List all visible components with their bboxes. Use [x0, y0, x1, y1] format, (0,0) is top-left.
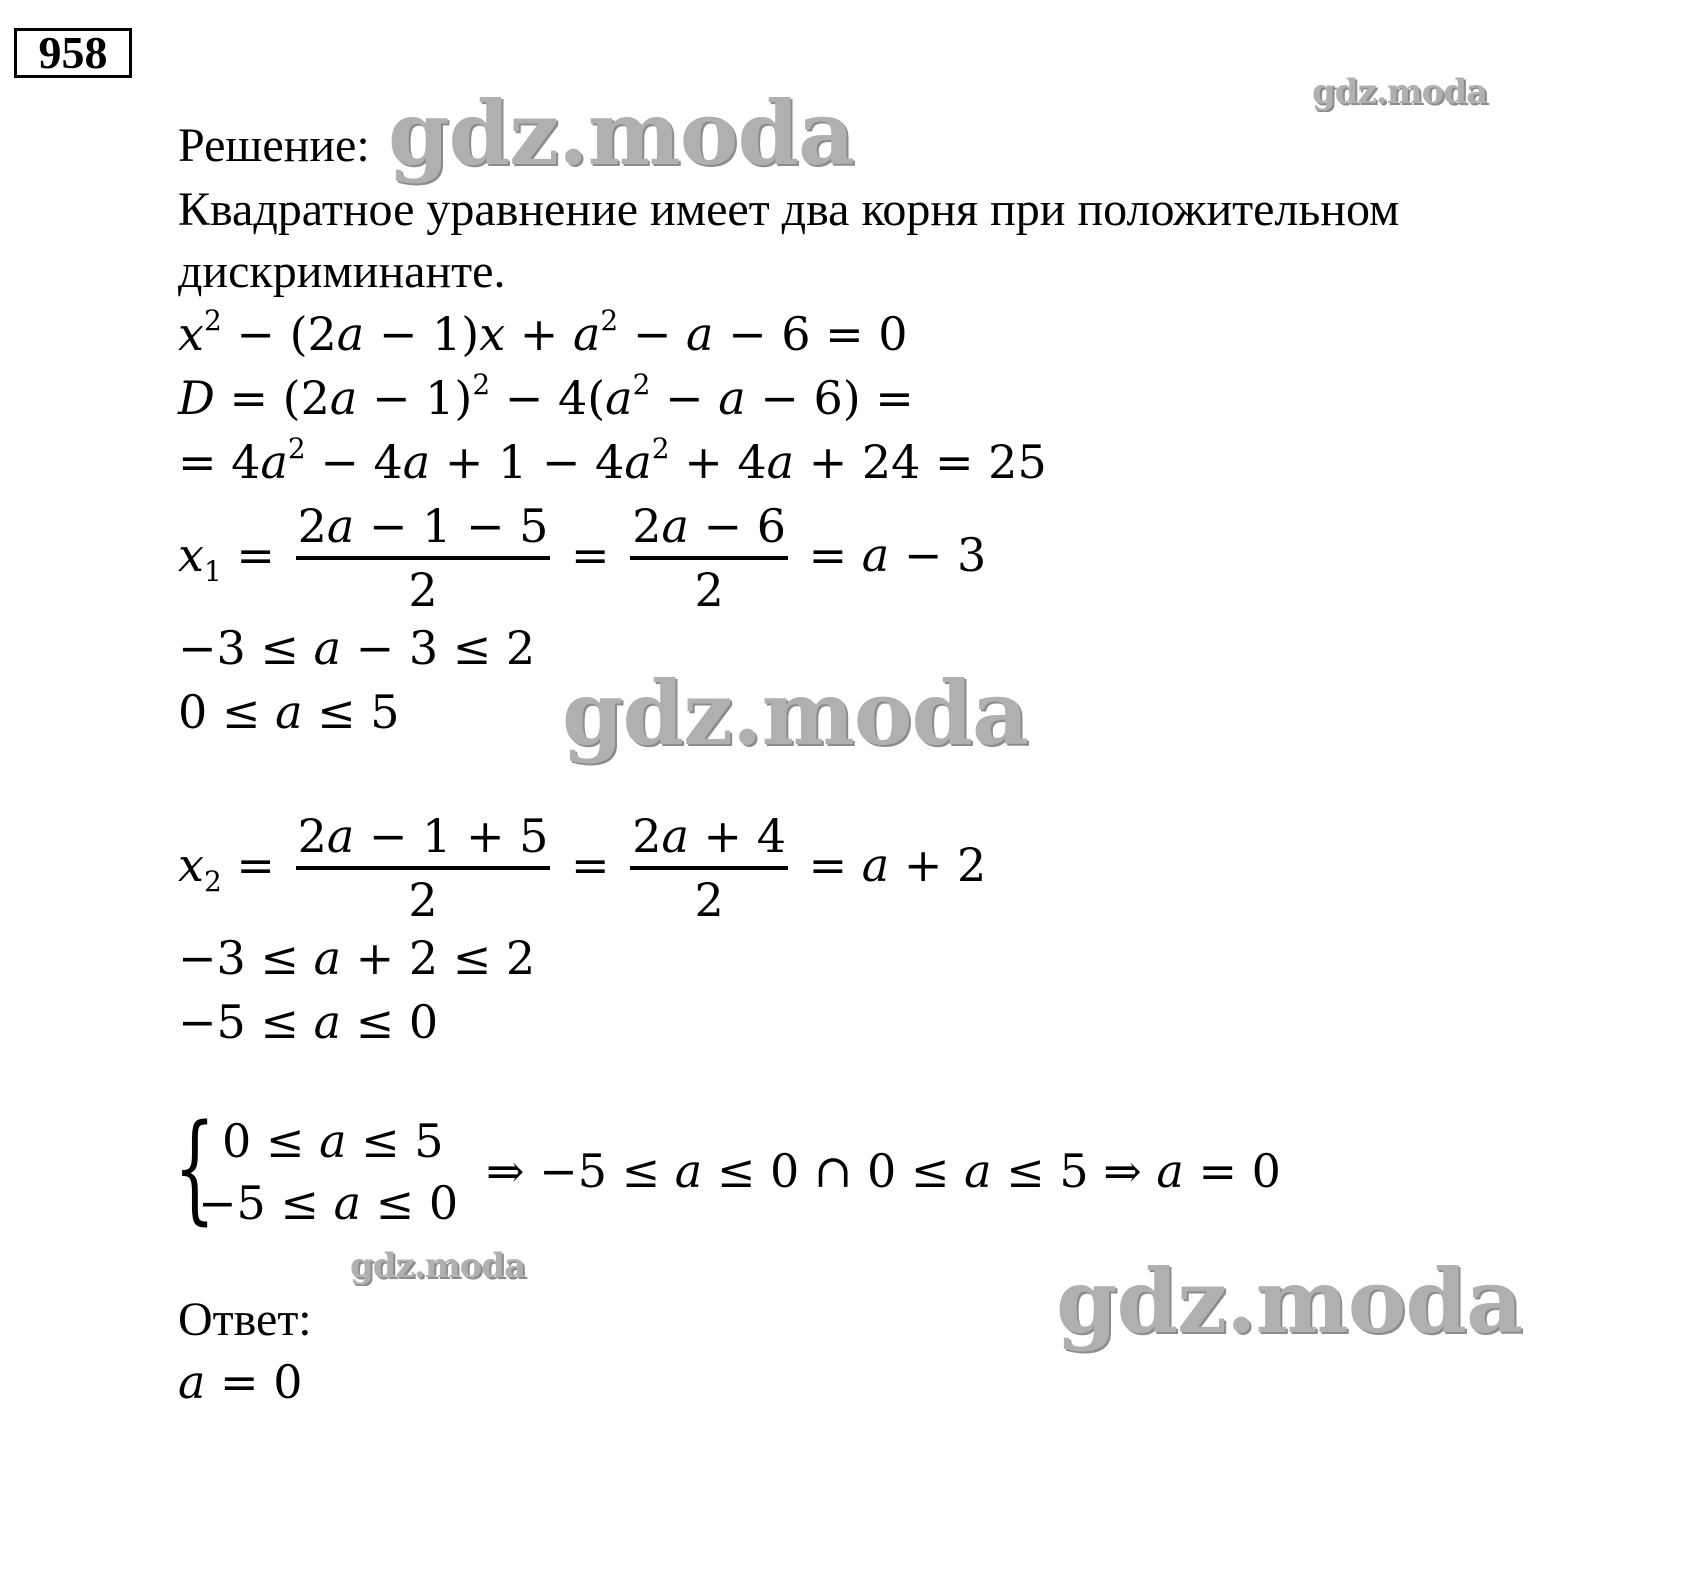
disc2-a: a: [402, 435, 431, 489]
intro-line-2: дискриминанте.: [178, 245, 506, 298]
root1-result: − 3: [889, 528, 987, 582]
frac-den: 2: [296, 556, 551, 618]
sys-part: ≤ 5: [346, 1114, 444, 1168]
root1-var: x: [178, 528, 204, 582]
root2-inequality-2: [178, 994, 438, 1050]
root1-fraction-2: [630, 500, 788, 618]
sys-part: = 0: [1183, 1144, 1281, 1198]
disc-part: − 4(: [490, 371, 606, 425]
eq-x: x: [178, 307, 204, 361]
eq-a: a: [686, 307, 714, 361]
disc2-a: a: [624, 435, 652, 489]
system-row-2: [198, 1174, 458, 1232]
watermark-logo: gdz.moda: [388, 81, 855, 185]
disc-part: − 6) =: [745, 371, 914, 425]
answer-a: a: [178, 1355, 206, 1409]
frac-a: a: [326, 499, 355, 553]
frac-den: 2: [630, 866, 788, 928]
eq-a: a: [572, 307, 601, 361]
sys-part: ≤ 0 ∩ 0 ≤: [702, 1144, 965, 1198]
disc2-part: = 4: [178, 435, 261, 489]
root1-inequality-1: [178, 620, 535, 676]
disc2-exp: 2: [287, 432, 306, 465]
disc2-a: a: [260, 435, 288, 489]
sys-a: a: [333, 1176, 362, 1230]
root1-inequality-2: [178, 684, 400, 740]
eq-part: − (2: [221, 307, 337, 361]
disc2-exp: 2: [651, 432, 670, 465]
frac-den: 2: [296, 866, 551, 928]
root2-formula: $x_2$ = $\frac{2a - 1 + 5}{2}$ = $\frac{2a + 4}{2}$ = a + 2: [178, 809, 987, 927]
ineq-a: a: [313, 931, 342, 985]
ineq-part: −3 ≤: [178, 621, 314, 675]
root2-result: + 2: [889, 838, 987, 892]
ineq-a: a: [313, 621, 342, 675]
system-brace: {: [174, 1098, 216, 1236]
frac-den: 2: [630, 556, 788, 618]
frac-a: a: [661, 499, 689, 553]
frac-num: + 4: [688, 809, 786, 863]
ineq-part: − 3 ≤ 2: [341, 621, 536, 675]
watermark-logo: gdz.moda: [562, 661, 1029, 765]
watermark-logo: gdz.moda: [350, 1246, 526, 1286]
problem-number: 958: [14, 28, 132, 78]
root2-a: a: [861, 838, 890, 892]
sys-part: 0 ≤: [222, 1114, 320, 1168]
eq-x: x: [479, 307, 506, 361]
solution-heading: Решение:: [178, 119, 370, 172]
root1-fraction-1: [296, 500, 551, 618]
root1-formula: $x_1$ = $\frac{2a - 1 - 5}{2}$ = $\frac{2a - 6}{2}$ = a − 3: [178, 499, 987, 617]
disc2-part: − 4: [305, 435, 403, 489]
sys-a: a: [319, 1114, 347, 1168]
system-conclusion: [486, 1142, 1281, 1200]
sys-part: −5 ≤: [198, 1176, 334, 1230]
disc-exp: 2: [472, 368, 491, 401]
frac-a: a: [661, 809, 689, 863]
sys-a: a: [674, 1144, 703, 1198]
root2-inequality-1: [178, 930, 535, 986]
system-row-1: [222, 1112, 444, 1170]
frac-a: a: [326, 809, 355, 863]
root2-fraction-1: [296, 810, 551, 928]
eq-part: +: [505, 307, 573, 361]
ineq-part: −5 ≤: [178, 995, 314, 1049]
sys-part: ⇒ −5 ≤: [486, 1144, 675, 1198]
ineq-part: + 2 ≤ 2: [341, 931, 536, 985]
disc2-a: a: [766, 435, 795, 489]
eq-a: a: [336, 307, 365, 361]
eq-part: − 1): [364, 307, 480, 361]
frac-num: − 6: [688, 499, 786, 553]
disc-a: a: [718, 371, 746, 425]
frac-num: − 1 + 5: [354, 809, 549, 863]
eq-exp: 2: [203, 304, 222, 337]
disc-part: − 1): [357, 371, 473, 425]
answer-rest: = 0: [205, 1355, 303, 1409]
disc2-part: + 1 − 4: [430, 435, 625, 489]
disc2-part: + 4: [669, 435, 767, 489]
root2-sub: 2: [203, 865, 222, 898]
eq-part: − 6 = 0: [713, 307, 908, 361]
sys-a: a: [1156, 1144, 1184, 1198]
eq-part: −: [618, 307, 687, 361]
frac-num: 2: [632, 499, 662, 553]
frac-num: − 1 − 5: [354, 499, 549, 553]
disc-exp: 2: [632, 368, 651, 401]
root1-a: a: [861, 528, 890, 582]
disc-D: D: [178, 371, 215, 425]
disc-part: −: [650, 371, 719, 425]
answer-value: [178, 1354, 303, 1410]
ineq-a: a: [313, 995, 342, 1049]
watermark-logo: gdz.moda: [1312, 72, 1488, 112]
discriminant-line-1: [178, 370, 914, 426]
ineq-part: −3 ≤: [178, 931, 314, 985]
root2-var: x: [178, 838, 204, 892]
ineq-part: ≤ 0: [341, 995, 439, 1049]
frac-num: 2: [632, 809, 662, 863]
root1-sub: 1: [203, 555, 222, 588]
disc-part: = (2: [214, 371, 330, 425]
disc-a: a: [605, 371, 633, 425]
frac-num: 2: [297, 809, 327, 863]
discriminant-line-2: [178, 434, 1047, 490]
sys-part: ≤ 5 ⇒: [991, 1144, 1157, 1198]
answer-label: Ответ:: [178, 1293, 312, 1346]
ineq-a: a: [275, 685, 303, 739]
ineq-part: ≤ 5: [302, 685, 400, 739]
intro-line-1: Квадратное уравнение имеет два корня при положительном: [178, 183, 1400, 236]
frac-num: 2: [297, 499, 327, 553]
disc-a: a: [329, 371, 358, 425]
sys-part: ≤ 0: [361, 1176, 459, 1230]
disc2-part: + 24 = 25: [794, 435, 1047, 489]
ineq-part: 0 ≤: [178, 685, 276, 739]
eq-exp: 2: [600, 304, 619, 337]
sys-a: a: [964, 1144, 992, 1198]
watermark-logo: gdz.moda: [1056, 1249, 1523, 1353]
root2-fraction-2: [630, 810, 788, 928]
quadratic-equation: [178, 306, 908, 362]
